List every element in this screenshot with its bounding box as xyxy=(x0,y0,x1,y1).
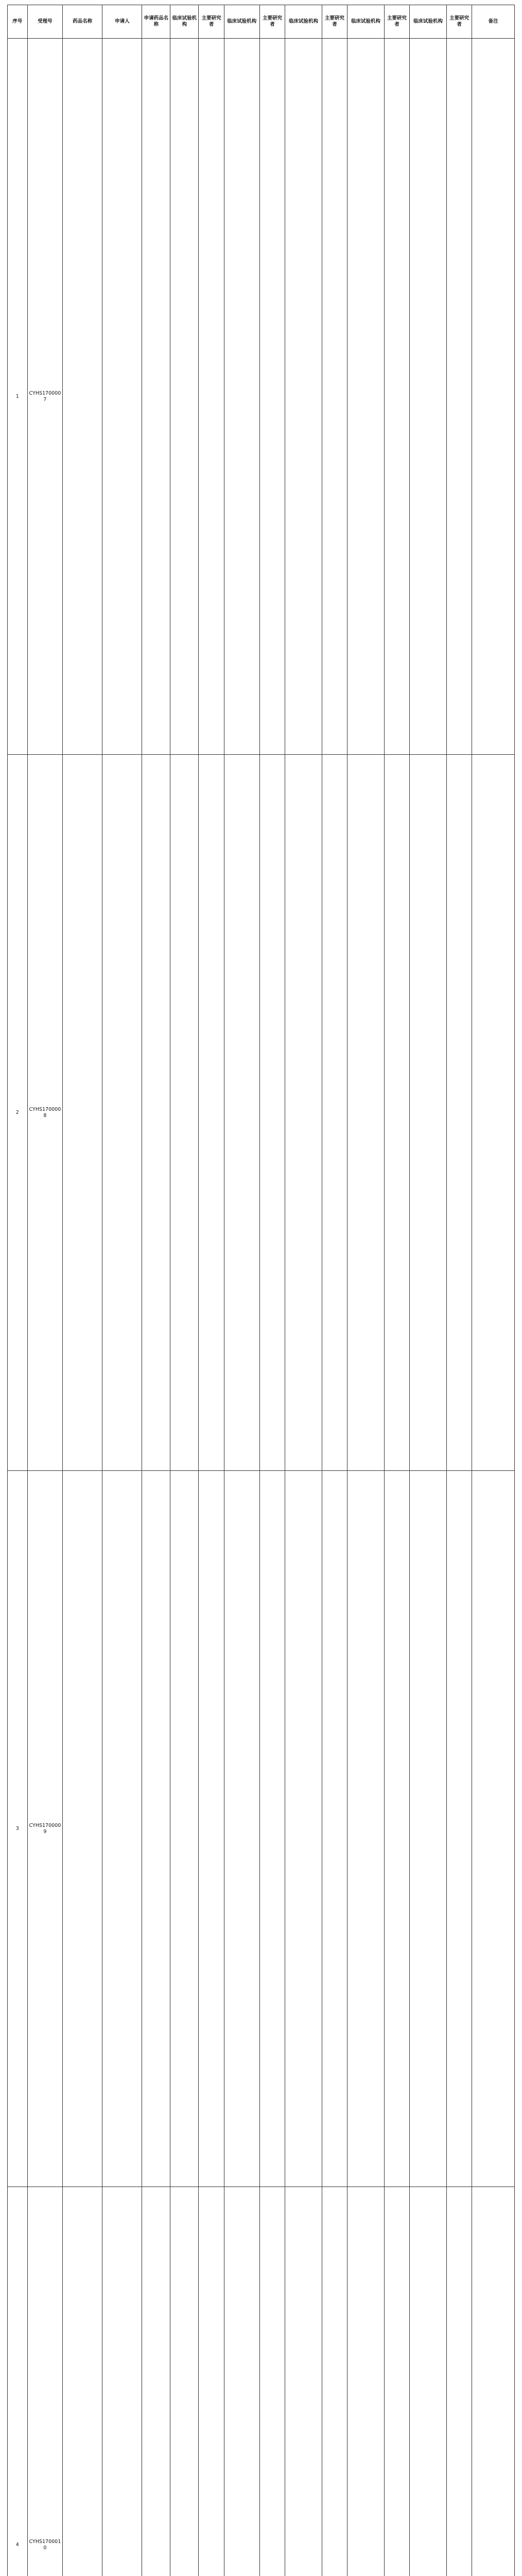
table-body xyxy=(8,39,515,2576)
table-cell xyxy=(322,1471,347,2187)
table-cell xyxy=(63,755,102,1471)
table-cell xyxy=(170,1471,199,2187)
table-cell xyxy=(285,1471,322,2187)
table-cell xyxy=(170,39,199,755)
header-row xyxy=(8,5,515,39)
table-row xyxy=(8,39,515,755)
table-cell xyxy=(102,2187,142,2576)
table-cell xyxy=(199,755,224,1471)
table-row xyxy=(8,1471,515,2187)
table-row xyxy=(8,755,515,1471)
table-cell: CYHS1700008 xyxy=(27,755,63,1471)
table-cell xyxy=(224,2187,259,2576)
table-cell xyxy=(410,755,447,1471)
header-cell: 临床试验机构 xyxy=(410,5,447,39)
table-cell xyxy=(224,39,259,755)
table-cell xyxy=(224,1471,259,2187)
header-cell: 备注 xyxy=(472,5,515,39)
table-cell xyxy=(347,1471,385,2187)
table-cell xyxy=(285,39,322,755)
table-cell xyxy=(347,39,385,755)
table-cell xyxy=(472,1471,515,2187)
table-cell xyxy=(199,39,224,755)
table-cell xyxy=(285,755,322,1471)
header-cell: 申请药品名称 xyxy=(142,5,170,39)
table-cell xyxy=(142,1471,170,2187)
header-cell: 申请人 xyxy=(102,5,142,39)
table-cell xyxy=(224,755,259,1471)
table-cell xyxy=(170,755,199,1471)
table-cell xyxy=(142,2187,170,2576)
table-cell: CYHS1700010 xyxy=(27,2187,63,2576)
table-cell xyxy=(259,39,285,755)
table-cell xyxy=(446,2187,472,2576)
header-cell: 受理号 xyxy=(27,5,63,39)
table-cell xyxy=(63,1471,102,2187)
table-cell xyxy=(410,1471,447,2187)
table-cell xyxy=(259,755,285,1471)
table-cell xyxy=(472,755,515,1471)
table-cell xyxy=(322,755,347,1471)
table-cell xyxy=(410,2187,447,2576)
header-cell: 序号 xyxy=(8,5,28,39)
header-cell: 主要研究者 xyxy=(446,5,472,39)
header-cell: 临床试验机构 xyxy=(347,5,385,39)
header-cell: 临床试验机构 xyxy=(224,5,259,39)
header-cell: 临床试验机构 xyxy=(170,5,199,39)
table-cell xyxy=(102,39,142,755)
table-cell xyxy=(142,755,170,1471)
header-cell: 主要研究者 xyxy=(384,5,410,39)
table-cell xyxy=(347,755,385,1471)
table-cell xyxy=(285,2187,322,2576)
clinical-trial-table xyxy=(7,5,515,2576)
table-cell xyxy=(102,1471,142,2187)
table-cell xyxy=(472,39,515,755)
row-index-cell: 1 xyxy=(8,39,28,755)
table-cell xyxy=(170,2187,199,2576)
table-cell xyxy=(259,1471,285,2187)
table-cell xyxy=(410,39,447,755)
row-index-cell: 3 xyxy=(8,1471,28,2187)
table-cell xyxy=(472,2187,515,2576)
table-cell xyxy=(199,2187,224,2576)
table-header xyxy=(8,5,515,39)
header-cell: 主要研究者 xyxy=(259,5,285,39)
table-cell xyxy=(102,755,142,1471)
table-cell xyxy=(142,39,170,755)
table-cell xyxy=(63,2187,102,2576)
table-cell xyxy=(322,39,347,755)
table-cell: CYHS1700007 xyxy=(27,39,63,755)
table-cell xyxy=(446,1471,472,2187)
table-row xyxy=(8,2187,515,2576)
header-cell: 临床试验机构 xyxy=(285,5,322,39)
table-cell xyxy=(384,39,410,755)
table-cell xyxy=(446,39,472,755)
header-cell: 主要研究者 xyxy=(322,5,347,39)
table-cell: CYHS1700009 xyxy=(27,1471,63,2187)
row-index-cell: 2 xyxy=(8,755,28,1471)
table-cell xyxy=(199,1471,224,2187)
table-cell xyxy=(63,39,102,755)
table-cell xyxy=(322,2187,347,2576)
table-cell xyxy=(384,1471,410,2187)
table-cell xyxy=(384,755,410,1471)
table-cell xyxy=(384,2187,410,2576)
table-cell xyxy=(446,755,472,1471)
header-cell: 主要研究者 xyxy=(199,5,224,39)
header-cell: 药品名称 xyxy=(63,5,102,39)
table-cell xyxy=(347,2187,385,2576)
row-index-cell: 4 xyxy=(8,2187,28,2576)
table-cell xyxy=(259,2187,285,2576)
